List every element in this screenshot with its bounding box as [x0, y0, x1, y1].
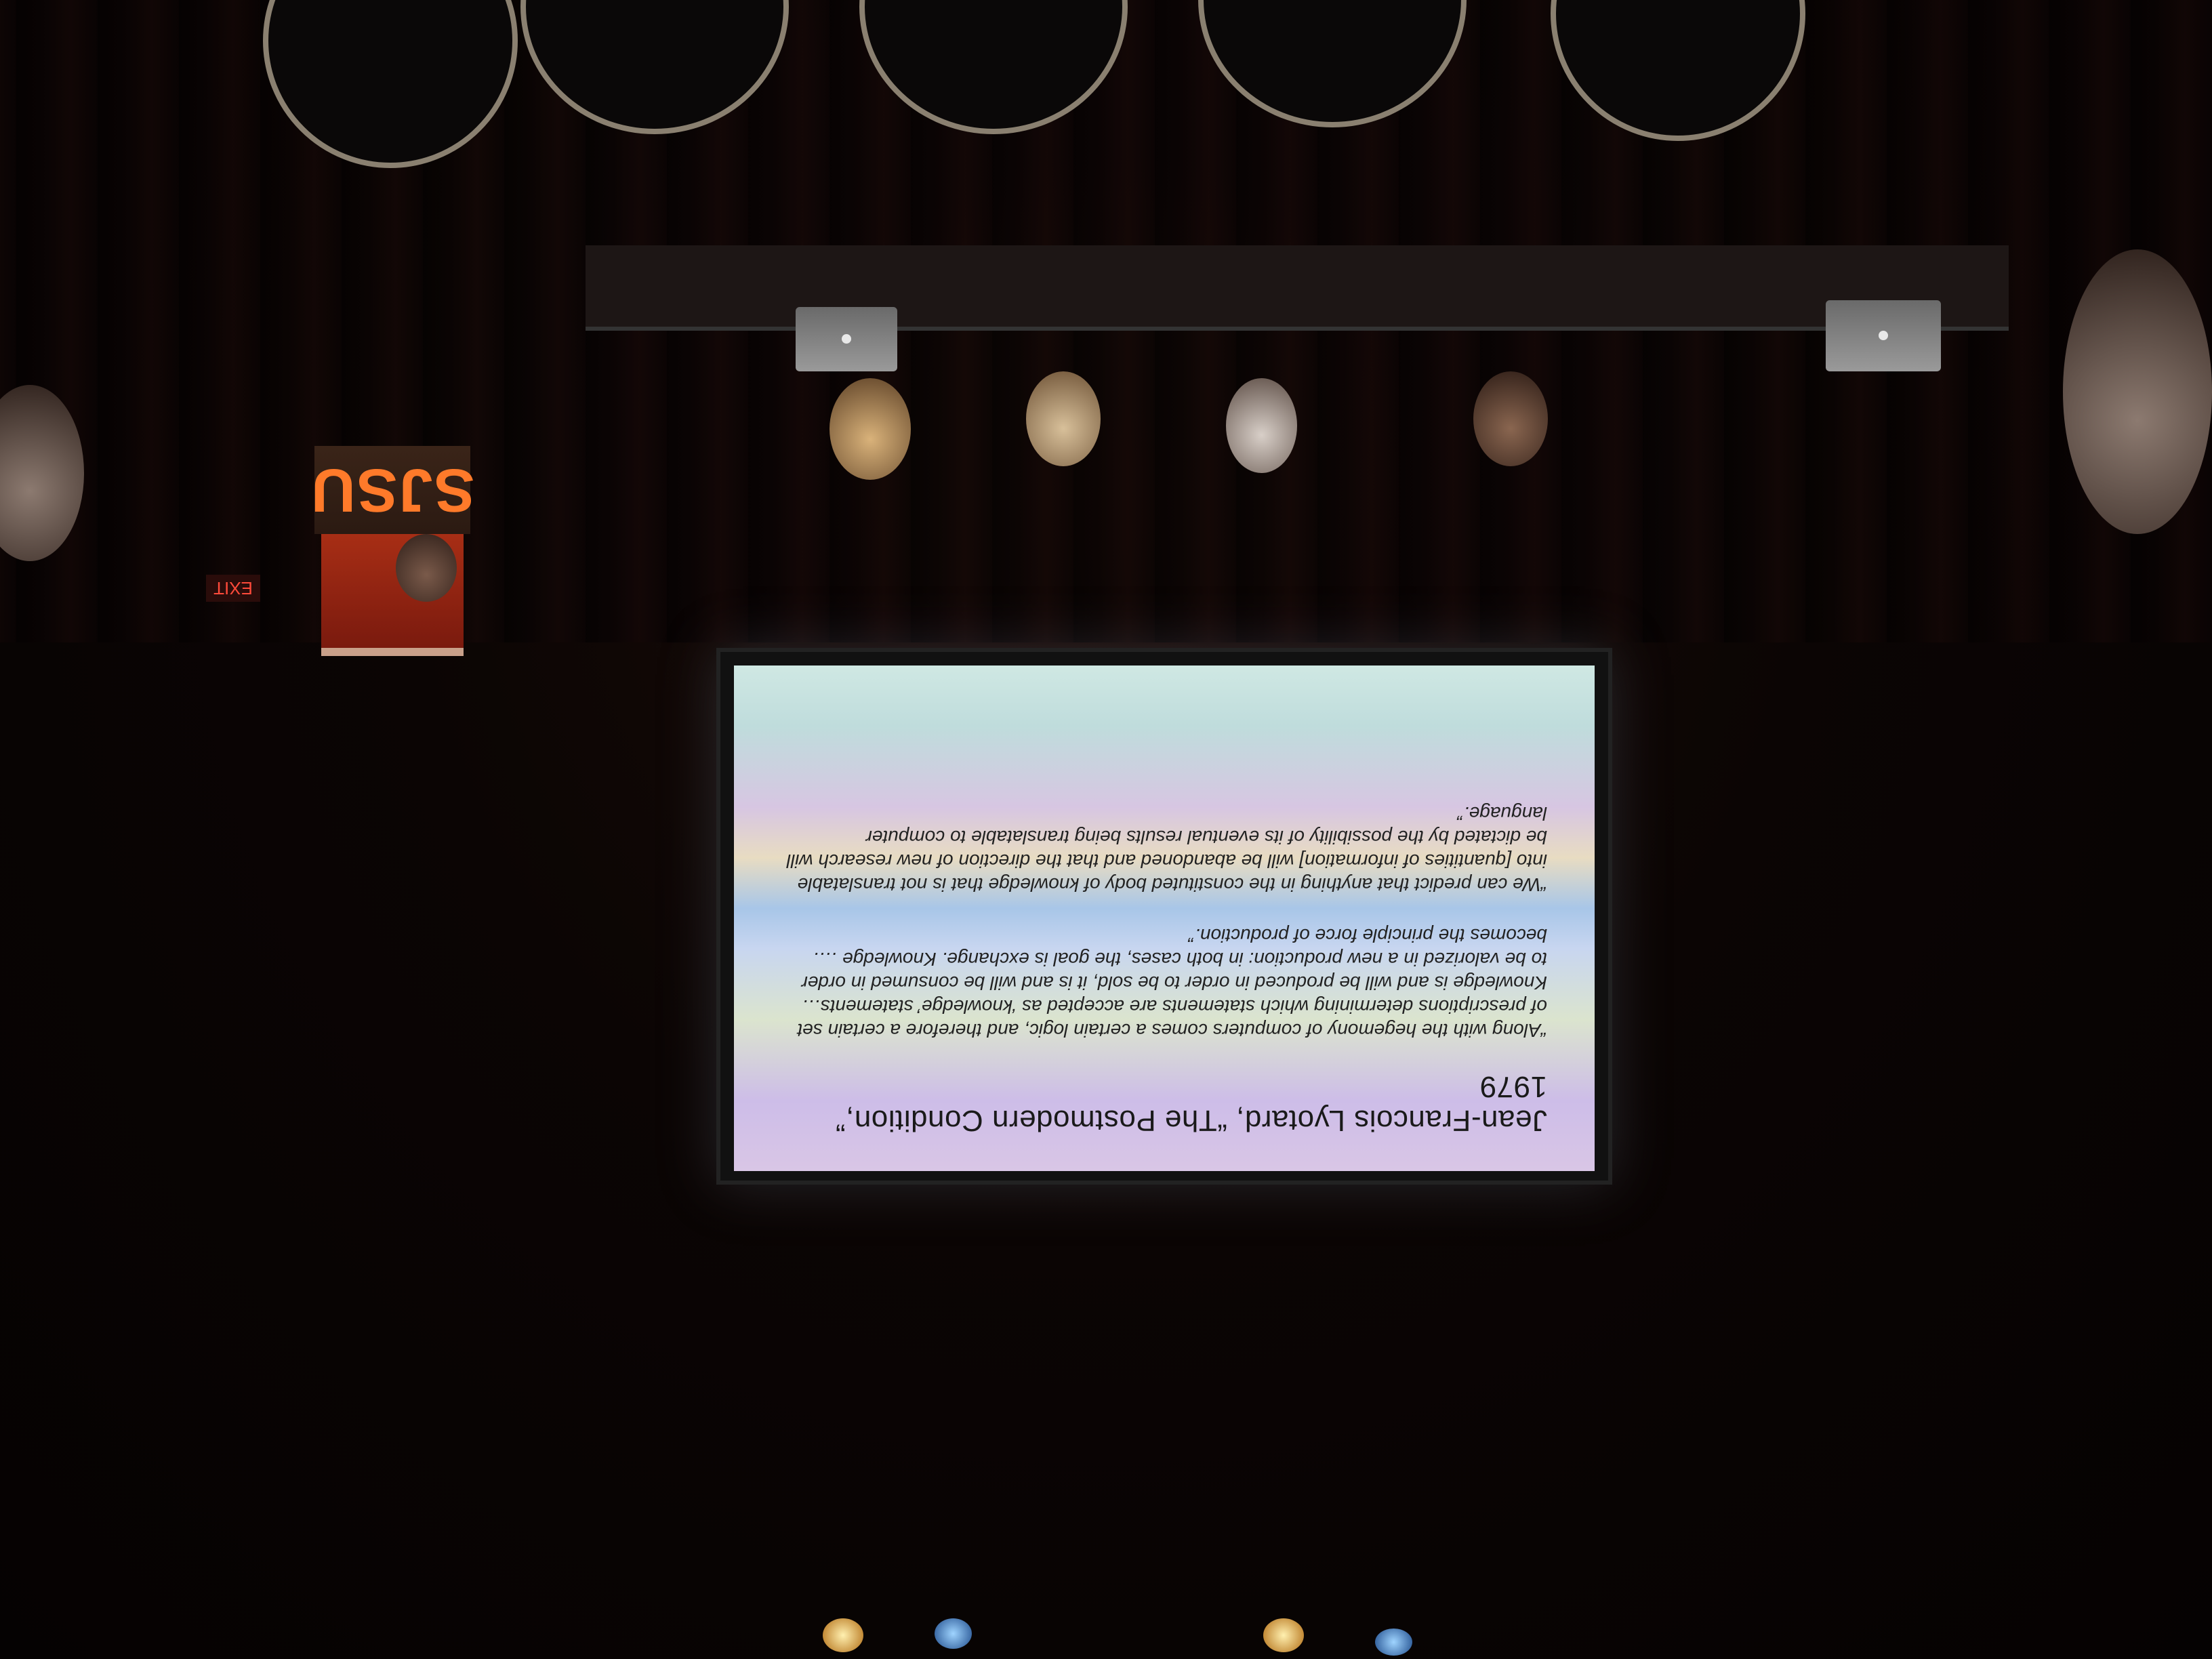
sjsu-logo: SJSU: [310, 456, 475, 525]
slide-title: Jean-Francois Lyotard, “The Postmodern Condition,” 1979: [835, 1070, 1547, 1137]
speaker: [396, 534, 457, 602]
slide: [734, 665, 1595, 1171]
apple-logo-icon: [1879, 331, 1888, 341]
stage-light: [935, 1618, 972, 1649]
podium-sign: [310, 446, 475, 534]
panelist: [1226, 378, 1297, 473]
panelist: [1026, 371, 1101, 466]
slide-quote-1: “Along with the hegemony of computers comes a certain logic, and therefore a certain set of prescriptions determining which statements are accepted as ‘knowledge’ statements… Knowledge is and will be produced in order to be sold, it is and will be consumed in order to be valorized in a new production: in both cases, the goal is exchange. Knowledge …. becomes the principle force of production.”: [797, 925, 1547, 1041]
stage-light: [1263, 1618, 1304, 1652]
panelist: [830, 378, 911, 480]
projection-screen: [716, 648, 1612, 1185]
stage-light: [823, 1618, 863, 1652]
laptop: [1826, 300, 1941, 371]
stage-light: [1375, 1629, 1412, 1656]
laptop: [796, 307, 897, 371]
exit-sign: [206, 575, 260, 602]
apple-logo-icon: [842, 335, 851, 344]
exit-text: EXIT: [213, 578, 253, 599]
panelist: [1473, 371, 1548, 466]
audience-member: [2063, 249, 2212, 534]
slide-quote-2: “We can predict that anything in the constituted body of knowledge that is not translatable into [quantities of information] will be abandoned and that the direction of new research will be dictated by the possibility of its eventual results being translatable to computer language.”: [786, 803, 1547, 895]
